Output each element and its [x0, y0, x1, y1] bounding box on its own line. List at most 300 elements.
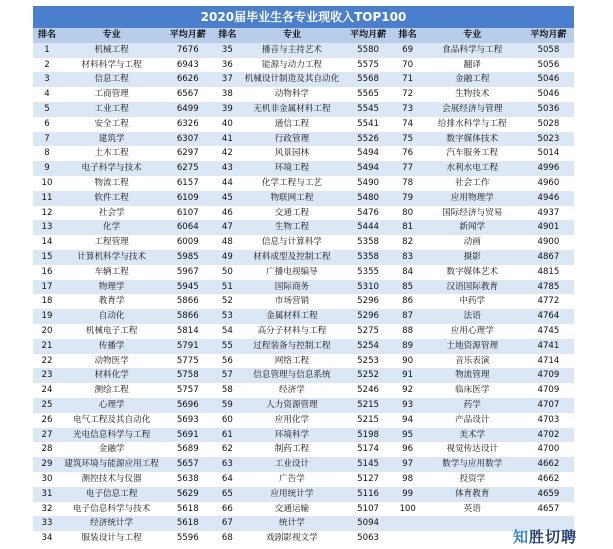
table-row: [33, 176, 574, 191]
major-cell: 临床医学: [422, 383, 523, 398]
table-header-row: [33, 28, 574, 43]
rank-cell: 27: [33, 428, 61, 443]
salary-cell: 5638: [162, 472, 213, 487]
salary-cell: 4900: [523, 235, 574, 250]
rank-cell: 58: [213, 383, 241, 398]
salary-cell: 5575: [343, 58, 394, 73]
major-cell: 金融学: [61, 442, 162, 457]
rank-cell: 78: [394, 176, 422, 191]
major-cell: 行政管理: [241, 132, 342, 147]
brand-logo-text: 胜切聘: [528, 528, 577, 546]
major-cell: 无机非金属材料工程: [241, 102, 342, 117]
rank-cell: 57: [213, 368, 241, 383]
salary-cell: 5866: [162, 294, 213, 309]
rank-cell: 68: [213, 531, 241, 546]
major-cell: 工商管理: [61, 87, 162, 102]
table-row: [33, 220, 574, 235]
major-cell: 工业工程: [61, 102, 162, 117]
table-row: [33, 102, 574, 117]
salary-cell: 5618: [162, 516, 213, 531]
table-row: [33, 309, 574, 324]
major-cell: 建筑学: [61, 132, 162, 147]
salary-cell: 6275: [162, 161, 213, 176]
salary-cell: 4662: [523, 472, 574, 487]
rank-cell: 52: [213, 294, 241, 309]
major-cell: 土地资源管理: [422, 339, 523, 354]
rank-cell: 56: [213, 354, 241, 369]
rank-cell: 33: [33, 516, 61, 531]
major-cell: 汽车服务工程: [422, 146, 523, 161]
major-cell: 物流管理: [422, 368, 523, 383]
major-cell: 工业设计: [241, 457, 342, 472]
rank-cell: 61: [213, 428, 241, 443]
rank-cell: 31: [33, 487, 61, 502]
rank-cell: 50: [213, 265, 241, 280]
rank-cell: 94: [394, 413, 422, 428]
table-row: [33, 43, 574, 58]
rank-cell: 2: [33, 58, 61, 73]
major-cell: 自动化: [61, 309, 162, 324]
table-row: [33, 117, 574, 132]
rank-cell: 22: [33, 354, 61, 369]
brand-logo-mark: 知: [512, 528, 529, 546]
major-cell: 计算机科学与技术: [61, 250, 162, 265]
major-cell: 安全工程: [61, 117, 162, 132]
salary-cell: 6567: [162, 87, 213, 102]
rank-cell: 99: [394, 487, 422, 502]
major-cell: 电子信息科学与技术: [61, 502, 162, 517]
major-cell: 信息与计算科学: [241, 235, 342, 250]
table-row: [33, 87, 574, 102]
rank-cell: 73: [394, 102, 422, 117]
salary-cell: 4709: [523, 368, 574, 383]
major-cell: 英语: [422, 502, 523, 517]
rank-cell: 88: [394, 324, 422, 339]
rank-cell: 62: [213, 442, 241, 457]
rank-cell: 3: [33, 72, 61, 87]
table-row: [33, 368, 574, 383]
major-cell: 食品科学与工程: [422, 43, 523, 58]
page-title: 2020届毕业生各专业现收入TOP100: [33, 6, 574, 28]
salary-cell: 5058: [523, 43, 574, 58]
major-cell: 材料成型及控制工程: [241, 250, 342, 265]
major-cell: 摄影: [422, 250, 523, 265]
major-cell: 广播电视编导: [241, 265, 342, 280]
major-cell: 社会工作: [422, 176, 523, 191]
rank-cell: 74: [394, 117, 422, 132]
table-row: [33, 472, 574, 487]
salary-cell: 5036: [523, 102, 574, 117]
salary-cell: 4785: [523, 280, 574, 295]
salary-cell: 4702: [523, 428, 574, 443]
major-cell: 数字媒体艺术: [422, 265, 523, 280]
rank-cell: 96: [394, 442, 422, 457]
salary-cell: 4703: [523, 413, 574, 428]
rank-cell: 40: [213, 117, 241, 132]
rank-cell: 43: [213, 161, 241, 176]
rank-cell: 5: [33, 102, 61, 117]
major-cell: 过程装备与控制工程: [241, 339, 342, 354]
major-cell: 法语: [422, 309, 523, 324]
major-cell: 视觉传达设计: [422, 442, 523, 457]
table-row: [33, 339, 574, 354]
table-row: [33, 72, 574, 87]
major-cell: 交通运输: [241, 502, 342, 517]
major-cell: 经济学: [241, 383, 342, 398]
table-row: [33, 428, 574, 443]
rank-cell: 83: [394, 250, 422, 265]
salary-cell: 5444: [343, 220, 394, 235]
salary-cell: 5945: [162, 280, 213, 295]
salary-cell: 5967: [162, 265, 213, 280]
salary-cell: 6109: [162, 191, 213, 206]
rank-cell: 69: [394, 43, 422, 58]
salary-cell: 4772: [523, 294, 574, 309]
rank-cell: 89: [394, 339, 422, 354]
rank-cell: 45: [213, 191, 241, 206]
salary-cell: 5866: [162, 309, 213, 324]
salary-cell: 6297: [162, 146, 213, 161]
rank-cell: 19: [33, 309, 61, 324]
salary-cell: 5490: [343, 176, 394, 191]
major-cell: 服装设计与工程: [61, 531, 162, 546]
major-cell: 物联网工程: [241, 191, 342, 206]
salary-cell: 5657: [162, 457, 213, 472]
salary-cell: 5696: [162, 398, 213, 413]
salary-cell: 4659: [523, 487, 574, 502]
rank-cell: 20: [33, 324, 61, 339]
rank-cell: 46: [213, 206, 241, 221]
major-cell: 教育学: [61, 294, 162, 309]
salary-cell: 5526: [343, 132, 394, 147]
rank-cell: 18: [33, 294, 61, 309]
salary-cell: 6009: [162, 235, 213, 250]
rank-cell: 51: [213, 280, 241, 295]
major-cell: 人力资源管理: [241, 398, 342, 413]
major-cell: 投资学: [422, 472, 523, 487]
rank-cell: 93: [394, 398, 422, 413]
salary-cell: 4867: [523, 250, 574, 265]
major-cell: 物流工程: [61, 176, 162, 191]
major-cell: 动物医学: [61, 354, 162, 369]
table-row: [33, 294, 574, 309]
rank-cell: 11: [33, 191, 61, 206]
rank-cell: 29: [33, 457, 61, 472]
salary-cell: 4707: [523, 398, 574, 413]
major-cell: 测控技术与仪器: [61, 472, 162, 487]
table-row: [33, 413, 574, 428]
major-cell: 社会学: [61, 206, 162, 221]
table-row: [33, 58, 574, 73]
rank-cell: 1: [33, 43, 61, 58]
rank-cell: 59: [213, 398, 241, 413]
salary-cell: 5198: [343, 428, 394, 443]
rank-cell: 80: [394, 206, 422, 221]
salary-cell: 5568: [343, 72, 394, 87]
major-cell: 生物工程: [241, 220, 342, 235]
salary-cell: 5476: [343, 206, 394, 221]
major-cell: 电子科学与技术: [61, 161, 162, 176]
salary-cell: 5215: [343, 413, 394, 428]
major-cell: 机械工程: [61, 43, 162, 58]
salary-cell: 5116: [343, 487, 394, 502]
major-cell: 能源与动力工程: [241, 58, 342, 73]
salary-cell: 5689: [162, 442, 213, 457]
salary-cell: 5480: [343, 191, 394, 206]
major-cell: 新闻学: [422, 220, 523, 235]
brand-logo: [513, 526, 577, 547]
major-cell: 给排水科学与工程: [422, 117, 523, 132]
rank-cell: 38: [213, 87, 241, 102]
rank-cell: 41: [213, 132, 241, 147]
header-major: 专业: [61, 28, 162, 43]
major-cell: 交通工程: [241, 206, 342, 221]
rank-cell: 21: [33, 339, 61, 354]
salary-cell: 5565: [343, 87, 394, 102]
rank-cell: 60: [213, 413, 241, 428]
rank-cell: 8: [33, 146, 61, 161]
table-row: [33, 132, 574, 147]
major-cell: 会展经济与管理: [422, 102, 523, 117]
salary-cell: 6626: [162, 72, 213, 87]
table-row: [33, 354, 574, 369]
table-row: [33, 457, 574, 472]
rank-cell: 77: [394, 161, 422, 176]
salary-cell: 5985: [162, 250, 213, 265]
salary-cell: 5310: [343, 280, 394, 295]
rank-cell: 24: [33, 383, 61, 398]
major-cell: 电子信息工程: [61, 487, 162, 502]
salary-cell: 4700: [523, 442, 574, 457]
major-cell: 国际经济与贸易: [422, 206, 523, 221]
major-cell: 测绘工程: [61, 383, 162, 398]
rank-cell: 65: [213, 487, 241, 502]
rank-cell: 63: [213, 457, 241, 472]
salary-cell: 5023: [523, 132, 574, 147]
major-cell: 产品设计: [422, 413, 523, 428]
salary-cell: 5691: [162, 428, 213, 443]
major-cell: 金属材料工程: [241, 309, 342, 324]
salary-cell: 5056: [523, 58, 574, 73]
salary-cell: 4764: [523, 309, 574, 324]
rank-cell: 10: [33, 176, 61, 191]
major-cell: 化学工程与工艺: [241, 176, 342, 191]
rank-cell: 67: [213, 516, 241, 531]
header-major: 专业: [422, 28, 523, 43]
salary-cell: 6157: [162, 176, 213, 191]
salary-cell: 5541: [343, 117, 394, 132]
major-cell: 应用统计学: [241, 487, 342, 502]
major-cell: 翻译: [422, 58, 523, 73]
salary-cell: 4662: [523, 457, 574, 472]
rank-cell: 23: [33, 368, 61, 383]
major-cell: [422, 531, 523, 546]
salary-cell: 5046: [523, 72, 574, 87]
salary-cell: 5629: [162, 487, 213, 502]
table-row: [33, 191, 574, 206]
salary-cell: 4745: [523, 324, 574, 339]
major-cell: 传播学: [61, 339, 162, 354]
salary-cell: 6107: [162, 206, 213, 221]
rank-cell: 70: [394, 58, 422, 73]
major-cell: 风景园林: [241, 146, 342, 161]
table-row: [33, 398, 574, 413]
major-cell: 应用物理学: [422, 191, 523, 206]
salary-cell: 5127: [343, 472, 394, 487]
major-cell: 国际商务: [241, 280, 342, 295]
major-cell: 软件工程: [61, 191, 162, 206]
major-cell: 动画: [422, 235, 523, 250]
rank-cell: [394, 516, 422, 531]
rank-cell: 14: [33, 235, 61, 250]
salary-cell: 5063: [343, 531, 394, 546]
header-major: 专业: [241, 28, 342, 43]
rank-cell: 98: [394, 472, 422, 487]
rank-cell: 16: [33, 265, 61, 280]
major-cell: 土木工程: [61, 146, 162, 161]
major-cell: 应用心理学: [422, 324, 523, 339]
rank-cell: 91: [394, 368, 422, 383]
rank-cell: 32: [33, 502, 61, 517]
ranking-table-container: [33, 6, 574, 546]
major-cell: 金融工程: [422, 72, 523, 87]
table-body: [33, 43, 574, 546]
rank-cell: 42: [213, 146, 241, 161]
rank-cell: 26: [33, 413, 61, 428]
rank-cell: 54: [213, 324, 241, 339]
header-salary: 平均月薪: [523, 28, 574, 43]
major-cell: 环境科学: [241, 428, 342, 443]
table-row: [33, 487, 574, 502]
rank-cell: 81: [394, 220, 422, 235]
rank-cell: 64: [213, 472, 241, 487]
major-cell: 统计学: [241, 516, 342, 531]
salary-cell: 5252: [343, 368, 394, 383]
salary-cell: 7676: [162, 43, 213, 58]
major-cell: 化学: [61, 220, 162, 235]
major-cell: 市场营销: [241, 294, 342, 309]
rank-cell: 87: [394, 309, 422, 324]
rank-cell: 9: [33, 161, 61, 176]
rank-cell: 84: [394, 265, 422, 280]
table-row: [33, 516, 574, 531]
rank-cell: 37: [213, 72, 241, 87]
salary-cell: 5028: [523, 117, 574, 132]
table-row: [33, 146, 574, 161]
table-row: [33, 502, 574, 517]
major-cell: 机械电子工程: [61, 324, 162, 339]
header-rank: 排名: [213, 28, 241, 43]
salary-cell: 4815: [523, 265, 574, 280]
salary-cell: 5693: [162, 413, 213, 428]
table-row: [33, 324, 574, 339]
salary-cell: 5145: [343, 457, 394, 472]
rank-cell: 49: [213, 250, 241, 265]
salary-cell: 5580: [343, 43, 394, 58]
rank-cell: 82: [394, 235, 422, 250]
salary-cell: 5545: [343, 102, 394, 117]
rank-cell: 100: [394, 502, 422, 517]
salary-cell: 4946: [523, 191, 574, 206]
salary-cell: 5618: [162, 502, 213, 517]
rank-cell: 30: [33, 472, 61, 487]
rank-cell: [394, 531, 422, 546]
rank-cell: 34: [33, 531, 61, 546]
salary-cell: 4714: [523, 354, 574, 369]
table-row: [33, 161, 574, 176]
salary-cell: 5791: [162, 339, 213, 354]
table-row: [33, 265, 574, 280]
salary-cell: 5596: [162, 531, 213, 546]
major-cell: 播音与主持艺术: [241, 43, 342, 58]
major-cell: 工程管理: [61, 235, 162, 250]
header-salary: 平均月薪: [162, 28, 213, 43]
salary-cell: 5358: [343, 235, 394, 250]
salary-cell: 5814: [162, 324, 213, 339]
salary-cell: 6326: [162, 117, 213, 132]
salary-cell: 5014: [523, 146, 574, 161]
rank-cell: 55: [213, 339, 241, 354]
rank-cell: 75: [394, 132, 422, 147]
salary-cell: 5494: [343, 146, 394, 161]
salary-cell: 5046: [523, 87, 574, 102]
table-row: [33, 531, 574, 546]
major-cell: 建筑环境与能源应用工程: [61, 457, 162, 472]
major-cell: 戏剧影视文学: [241, 531, 342, 546]
salary-ranking-table: [33, 28, 574, 546]
salary-cell: 4996: [523, 161, 574, 176]
major-cell: 材料科学与工程: [61, 58, 162, 73]
major-cell: 药学: [422, 398, 523, 413]
salary-cell: 5358: [343, 250, 394, 265]
major-cell: 网络工程: [241, 354, 342, 369]
major-cell: 数字媒体技术: [422, 132, 523, 147]
major-cell: 材料化学: [61, 368, 162, 383]
rank-cell: 95: [394, 428, 422, 443]
rank-cell: 76: [394, 146, 422, 161]
major-cell: 电气工程及其自动化: [61, 413, 162, 428]
major-cell: 应用化学: [241, 413, 342, 428]
table-row: [33, 383, 574, 398]
salary-cell: 5215: [343, 398, 394, 413]
salary-cell: 4709: [523, 383, 574, 398]
rank-cell: 71: [394, 72, 422, 87]
rank-cell: 92: [394, 383, 422, 398]
major-cell: [422, 516, 523, 531]
salary-cell: 4937: [523, 206, 574, 221]
table-row: [33, 206, 574, 221]
salary-cell: 5094: [343, 516, 394, 531]
major-cell: 信息管理与信息系统: [241, 368, 342, 383]
major-cell: 数学与应用数学: [422, 457, 523, 472]
major-cell: 环境工程: [241, 161, 342, 176]
salary-cell: 6499: [162, 102, 213, 117]
rank-cell: 86: [394, 294, 422, 309]
salary-cell: 6307: [162, 132, 213, 147]
salary-cell: 5757: [162, 383, 213, 398]
major-cell: 通信工程: [241, 117, 342, 132]
major-cell: 心理学: [61, 398, 162, 413]
header-rank: 排名: [394, 28, 422, 43]
major-cell: 生物技术: [422, 87, 523, 102]
rank-cell: 90: [394, 354, 422, 369]
salary-cell: 6064: [162, 220, 213, 235]
major-cell: 美术学: [422, 428, 523, 443]
major-cell: 制药工程: [241, 442, 342, 457]
salary-cell: 5296: [343, 294, 394, 309]
table-row: [33, 250, 574, 265]
rank-cell: 28: [33, 442, 61, 457]
